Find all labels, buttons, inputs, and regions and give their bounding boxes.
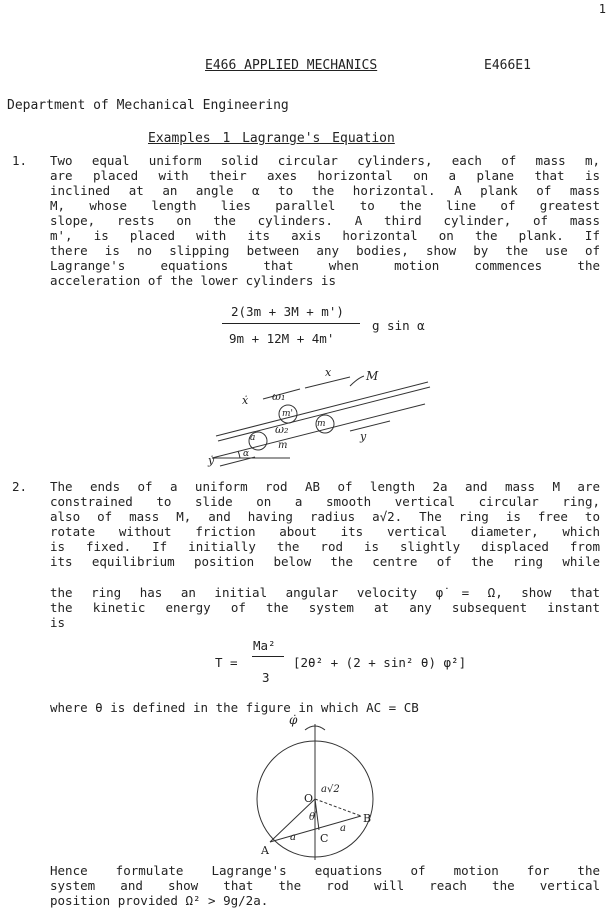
plank-leader bbox=[350, 376, 364, 386]
label-x: x bbox=[325, 368, 332, 379]
text-line: the kinetic energy of the system at any subsequent instant bbox=[50, 600, 600, 615]
text-line: M, whose length lies parallel to the line of greatest bbox=[50, 198, 600, 213]
text-line: are placed with their axes horizontal on a plane that is bbox=[50, 168, 600, 183]
formula-1-numerator: 2(3m + 3M + m') bbox=[231, 304, 344, 319]
question-2-text-a bbox=[50, 479, 600, 569]
question-number-2: 2. bbox=[12, 479, 28, 494]
formula-1-denominator: 9m + 12M + 4m' bbox=[229, 331, 335, 346]
figure-1-cylinders-incline bbox=[200, 368, 440, 468]
alpha-arc bbox=[238, 451, 240, 458]
section-title: Examples 1 Lagrange's Equation bbox=[148, 131, 395, 146]
y-arrow bbox=[350, 421, 390, 431]
line-OC bbox=[315, 799, 319, 830]
text-line: position provided Ω² > 9g/2a. bbox=[50, 893, 269, 908]
label-ydot: ẏ bbox=[208, 454, 215, 467]
text-line: m', is placed with its axis horizontal on the plank. If bbox=[50, 228, 600, 243]
where-text: where θ is defined in the figure in which AC = CB bbox=[50, 700, 419, 715]
question-2-closing bbox=[50, 863, 600, 908]
formula-2-bracket: [2θ̇² + (2 + sin² θ) φ̇²] bbox=[293, 655, 467, 670]
text-line: also of mass M, and having radius a√2. The ring is free to bbox=[50, 509, 600, 524]
label-theta: θ bbox=[309, 812, 316, 823]
label-O: O bbox=[304, 792, 314, 805]
label-xdot: ẋ bbox=[242, 394, 249, 407]
text-line: constrained to slide on a smooth vertical circular ring, bbox=[50, 494, 600, 509]
formula-2-lhs: T = bbox=[215, 655, 238, 670]
label-m-lower: m bbox=[278, 440, 288, 451]
text-line: acceleration of the lower cylinders is bbox=[50, 273, 336, 288]
label-m-right: m bbox=[317, 419, 326, 429]
question-1-text bbox=[50, 153, 600, 288]
label-B: B bbox=[363, 812, 372, 825]
text-line: inclined at an angle α to the horizontal. A plank of mass bbox=[50, 183, 600, 198]
label-a-root2: a√2 bbox=[321, 784, 340, 795]
label-phi-dot: φ̇ bbox=[289, 713, 298, 727]
label-omega1: ω₁ bbox=[272, 390, 286, 403]
question-2-text-b bbox=[50, 585, 600, 630]
text-line: Two equal uniform solid circular cylinders, each of mass m, bbox=[50, 153, 600, 168]
label-y: y bbox=[360, 430, 367, 443]
text-line: the ring has an initial angular velocity φ̇ = Ω, show that bbox=[50, 585, 600, 600]
text-line: Hence formulate Lagrange's equations of motion for the bbox=[50, 863, 600, 878]
formula-2-numerator: Ma² bbox=[253, 638, 276, 653]
label-A: A bbox=[261, 844, 269, 857]
course-title: E466 APPLIED MECHANICS bbox=[205, 58, 378, 73]
label-C: C bbox=[320, 832, 329, 845]
course-code: E466E1 bbox=[484, 58, 531, 73]
label-m-prime: m' bbox=[282, 409, 294, 419]
page-number: 1 bbox=[598, 2, 606, 16]
text-line: rotate without friction about its vertical diameter, which bbox=[50, 524, 600, 539]
label-omega2: ω₂ bbox=[275, 423, 289, 436]
text-line: system and show that the rod will reach the vertical bbox=[50, 878, 600, 893]
formula-1-fraction-bar bbox=[222, 323, 360, 324]
label-alpha: α bbox=[243, 449, 250, 459]
figure-2-ring-rod bbox=[235, 712, 395, 862]
formula-1-factor: g sin α bbox=[372, 318, 425, 333]
text-line: slope, rests on the cylinders. A third cylinder, of mass bbox=[50, 213, 600, 228]
text-line: Lagrange's equations that when motion commences the bbox=[50, 258, 600, 273]
radius-OB bbox=[315, 799, 361, 816]
label-a-left: a bbox=[290, 832, 296, 843]
text-line: is fixed. If initially the rod is slightly displaced from bbox=[50, 539, 600, 554]
text-line: is bbox=[50, 615, 66, 630]
text-line: The ends of a uniform rod AB of length 2a and mass M are bbox=[50, 479, 600, 494]
text-line: its equilibrium position below the centre of the ring while bbox=[50, 554, 600, 569]
text-line: there is no slipping between any bodies, show by the use of bbox=[50, 243, 600, 258]
label-M: M bbox=[366, 369, 379, 383]
label-a: a bbox=[250, 433, 256, 443]
question-number-1: 1. bbox=[12, 153, 28, 168]
department: Department of Mechanical Engineering bbox=[7, 98, 289, 113]
label-a-right: a bbox=[340, 823, 346, 834]
formula-2-denominator: 3 bbox=[262, 670, 270, 685]
formula-2-fraction-bar bbox=[252, 656, 284, 657]
